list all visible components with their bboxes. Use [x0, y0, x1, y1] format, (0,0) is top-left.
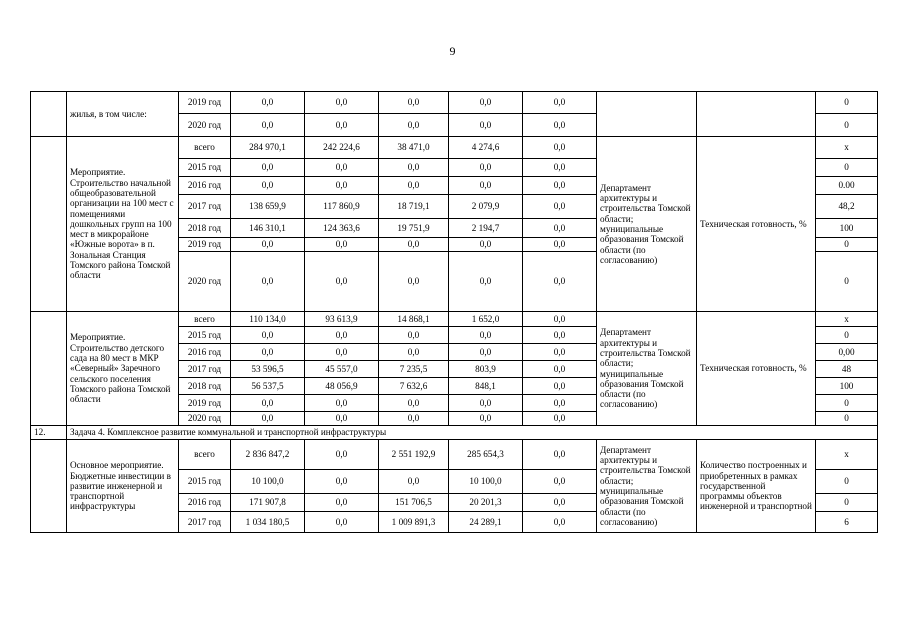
period-cell: 2020 год: [179, 412, 231, 426]
amount-cell: 2 194,7: [449, 219, 523, 238]
period-cell: 2016 год: [179, 344, 231, 361]
indicator-value-cell: 100: [816, 378, 878, 395]
amount-cell: 2 551 192,9: [379, 440, 449, 470]
executor-cell: Департамент архитектуры и строительства Томской области; муниципальные образования Томской области (по согласованию): [597, 137, 697, 312]
amount-cell: 803,9: [449, 361, 523, 378]
indicator-value-cell: 0: [816, 470, 878, 494]
indicator-value-cell: х: [816, 440, 878, 470]
amount-cell: 0,0: [523, 412, 597, 426]
amount-cell: 0,0: [449, 114, 523, 137]
amount-cell: 0,0: [523, 512, 597, 533]
amount-cell: 0,0: [231, 327, 305, 344]
period-cell: 2015 год: [179, 159, 231, 177]
indicator-value-cell: 0: [816, 252, 878, 312]
indicator-value-cell: 0: [816, 412, 878, 426]
amount-cell: 0,0: [305, 412, 379, 426]
amount-cell: 0,0: [523, 177, 597, 195]
indicator-value-cell: 0: [816, 395, 878, 412]
period-cell: 2016 год: [179, 177, 231, 195]
amount-cell: 0,0: [523, 361, 597, 378]
executor-cell: Департамент архитектуры и строительства Томской области; муниципальные образования Томской области (по согласованию): [597, 312, 697, 426]
amount-cell: 38 471,0: [379, 137, 449, 159]
amount-cell: 48 056,9: [305, 378, 379, 395]
amount-cell: 284 970,1: [231, 137, 305, 159]
amount-cell: 0,0: [231, 395, 305, 412]
amount-cell: 0,0: [305, 92, 379, 114]
budget-table: [30, 91, 878, 533]
period-cell: всего: [179, 440, 231, 470]
amount-cell: 0,0: [305, 512, 379, 533]
table-row: [31, 312, 878, 327]
amount-cell: 18 719,1: [379, 195, 449, 219]
period-cell: 2017 год: [179, 512, 231, 533]
period-cell: 2020 год: [179, 252, 231, 312]
indicator-value-cell: 0: [816, 238, 878, 252]
amount-cell: 14 868,1: [379, 312, 449, 327]
amount-cell: 0,0: [523, 159, 597, 177]
amount-cell: 0,0: [305, 327, 379, 344]
measure-name: Мероприятие. Строительство детского сада на 80 мест в МКР «Северный» Заречного сельского поселения Томского района Томской области: [67, 312, 179, 426]
amount-cell: 0,0: [305, 114, 379, 137]
amount-cell: 0,0: [305, 159, 379, 177]
amount-cell: 53 596,5: [231, 361, 305, 378]
period-cell: всего: [179, 312, 231, 327]
amount-cell: 0,0: [379, 327, 449, 344]
amount-cell: 0,0: [379, 252, 449, 312]
indicator-value-cell: 0,00: [816, 344, 878, 361]
amount-cell: 0,0: [523, 440, 597, 470]
indicator-value-cell: 0: [816, 159, 878, 177]
amount-cell: 0,0: [523, 378, 597, 395]
indicator-value-cell: х: [816, 137, 878, 159]
amount-cell: 2 836 847,2: [231, 440, 305, 470]
amount-cell: 0,0: [449, 327, 523, 344]
amount-cell: 93 613,9: [305, 312, 379, 327]
amount-cell: 0,0: [523, 114, 597, 137]
amount-cell: 0,0: [523, 219, 597, 238]
amount-cell: 0,0: [449, 412, 523, 426]
amount-cell: 0,0: [305, 252, 379, 312]
executor-cell: [597, 92, 697, 137]
table-row: [31, 92, 878, 114]
amount-cell: 0,0: [305, 177, 379, 195]
measure-name: Основное мероприятие. Бюджетные инвестиции в развитие инженерной и транспортной инфраструктуры: [67, 440, 179, 533]
measure-name: Мероприятие. Строительство начальной общеобразовательной организации на 100 мест с помещениями дошкольных групп на 100 мест в микрорайоне «Южные ворота» в п. Зональная Станция Томского района Томской области: [67, 137, 179, 312]
amount-cell: 24 289,1: [449, 512, 523, 533]
period-cell: 2016 год: [179, 494, 231, 512]
amount-cell: 7 235,5: [379, 361, 449, 378]
amount-cell: 285 654,3: [449, 440, 523, 470]
amount-cell: 0,0: [449, 395, 523, 412]
indicator-value-cell: 0: [816, 327, 878, 344]
amount-cell: 0,0: [379, 470, 449, 494]
indicator-cell: Техническая готовность, %: [697, 312, 816, 426]
measure-name: жилья, в том числе:: [67, 92, 179, 137]
period-cell: 2018 год: [179, 378, 231, 395]
table-row: [31, 137, 878, 159]
amount-cell: 0,0: [523, 92, 597, 114]
amount-cell: 7 632,6: [379, 378, 449, 395]
amount-cell: 0,0: [231, 252, 305, 312]
period-cell: 2019 год: [179, 92, 231, 114]
amount-cell: 138 659,9: [231, 195, 305, 219]
amount-cell: 0,0: [449, 159, 523, 177]
indicator-cell: Количество построенных и приобретенных в рамках государственной программы объектов инженерной и транспортной: [697, 440, 816, 533]
amount-cell: 56 537,5: [231, 378, 305, 395]
row-number: [31, 440, 67, 533]
period-cell: всего: [179, 137, 231, 159]
indicator-value-cell: 48: [816, 361, 878, 378]
period-cell: 2017 год: [179, 195, 231, 219]
amount-cell: 0,0: [231, 412, 305, 426]
indicator-value-cell: 0.00: [816, 177, 878, 195]
amount-cell: 0,0: [523, 344, 597, 361]
indicator-value-cell: 6: [816, 512, 878, 533]
indicator-value-cell: 0: [816, 494, 878, 512]
amount-cell: 4 274,6: [449, 137, 523, 159]
amount-cell: 20 201,3: [449, 494, 523, 512]
row-number: [31, 312, 67, 426]
amount-cell: 0,0: [523, 238, 597, 252]
amount-cell: 0,0: [305, 395, 379, 412]
indicator-cell: Техническая готовность, %: [697, 137, 816, 312]
indicator-value-cell: 48,2: [816, 195, 878, 219]
amount-cell: 0,0: [379, 177, 449, 195]
amount-cell: 146 310,1: [231, 219, 305, 238]
amount-cell: 0,0: [523, 327, 597, 344]
task-row: [31, 426, 878, 440]
amount-cell: 0,0: [523, 470, 597, 494]
amount-cell: 19 751,9: [379, 219, 449, 238]
amount-cell: 1 034 180,5: [231, 512, 305, 533]
page-number: 9: [449, 44, 456, 58]
amount-cell: 0,0: [305, 440, 379, 470]
period-cell: 2019 год: [179, 395, 231, 412]
indicator-value-cell: 0: [816, 114, 878, 137]
amount-cell: 0,0: [523, 494, 597, 512]
table-row: [31, 440, 878, 470]
amount-cell: 0,0: [305, 494, 379, 512]
amount-cell: 0,0: [379, 412, 449, 426]
indicator-cell: [697, 92, 816, 137]
executor-cell: Департамент архитектуры и строительства Томской области; муниципальные образования Томской области (по согласованию): [597, 440, 697, 533]
amount-cell: 0,0: [379, 92, 449, 114]
row-number: 12.: [31, 426, 67, 440]
indicator-value-cell: 0: [816, 92, 878, 114]
amount-cell: 171 907,8: [231, 494, 305, 512]
amount-cell: 0,0: [231, 159, 305, 177]
amount-cell: 0,0: [379, 344, 449, 361]
amount-cell: 0,0: [379, 238, 449, 252]
amount-cell: 0,0: [379, 159, 449, 177]
period-cell: 2018 год: [179, 219, 231, 238]
amount-cell: 848,1: [449, 378, 523, 395]
task-title: Задача 4. Комплексное развитие коммунальной и транспортной инфраструктуры: [67, 426, 878, 440]
indicator-value-cell: х: [816, 312, 878, 327]
amount-cell: 0,0: [305, 470, 379, 494]
amount-cell: 1 009 891,3: [379, 512, 449, 533]
amount-cell: 0,0: [449, 252, 523, 312]
amount-cell: 45 557,0: [305, 361, 379, 378]
amount-cell: 0,0: [449, 238, 523, 252]
amount-cell: 0,0: [231, 238, 305, 252]
amount-cell: 0,0: [231, 92, 305, 114]
amount-cell: 124 363,6: [305, 219, 379, 238]
amount-cell: 0,0: [523, 252, 597, 312]
amount-cell: 242 224,6: [305, 137, 379, 159]
amount-cell: 10 100,0: [449, 470, 523, 494]
amount-cell: 0,0: [379, 114, 449, 137]
period-cell: 2015 год: [179, 470, 231, 494]
amount-cell: 1 652,0: [449, 312, 523, 327]
amount-cell: 2 079,9: [449, 195, 523, 219]
amount-cell: 0,0: [231, 114, 305, 137]
period-cell: 2017 год: [179, 361, 231, 378]
period-cell: 2020 год: [179, 114, 231, 137]
amount-cell: 0,0: [449, 344, 523, 361]
amount-cell: 0,0: [449, 177, 523, 195]
amount-cell: 0,0: [523, 395, 597, 412]
amount-cell: 0,0: [305, 344, 379, 361]
row-number: [31, 137, 67, 312]
amount-cell: 110 134,0: [231, 312, 305, 327]
amount-cell: 0,0: [523, 195, 597, 219]
row-number: [31, 92, 67, 137]
amount-cell: 0,0: [231, 344, 305, 361]
amount-cell: 0,0: [379, 395, 449, 412]
amount-cell: 0,0: [523, 312, 597, 327]
amount-cell: 151 706,5: [379, 494, 449, 512]
amount-cell: 117 860,9: [305, 195, 379, 219]
amount-cell: 10 100,0: [231, 470, 305, 494]
amount-cell: 0,0: [231, 177, 305, 195]
period-cell: 2015 год: [179, 327, 231, 344]
indicator-value-cell: 100: [816, 219, 878, 238]
period-cell: 2019 год: [179, 238, 231, 252]
amount-cell: 0,0: [305, 238, 379, 252]
amount-cell: 0,0: [523, 137, 597, 159]
amount-cell: 0,0: [449, 92, 523, 114]
